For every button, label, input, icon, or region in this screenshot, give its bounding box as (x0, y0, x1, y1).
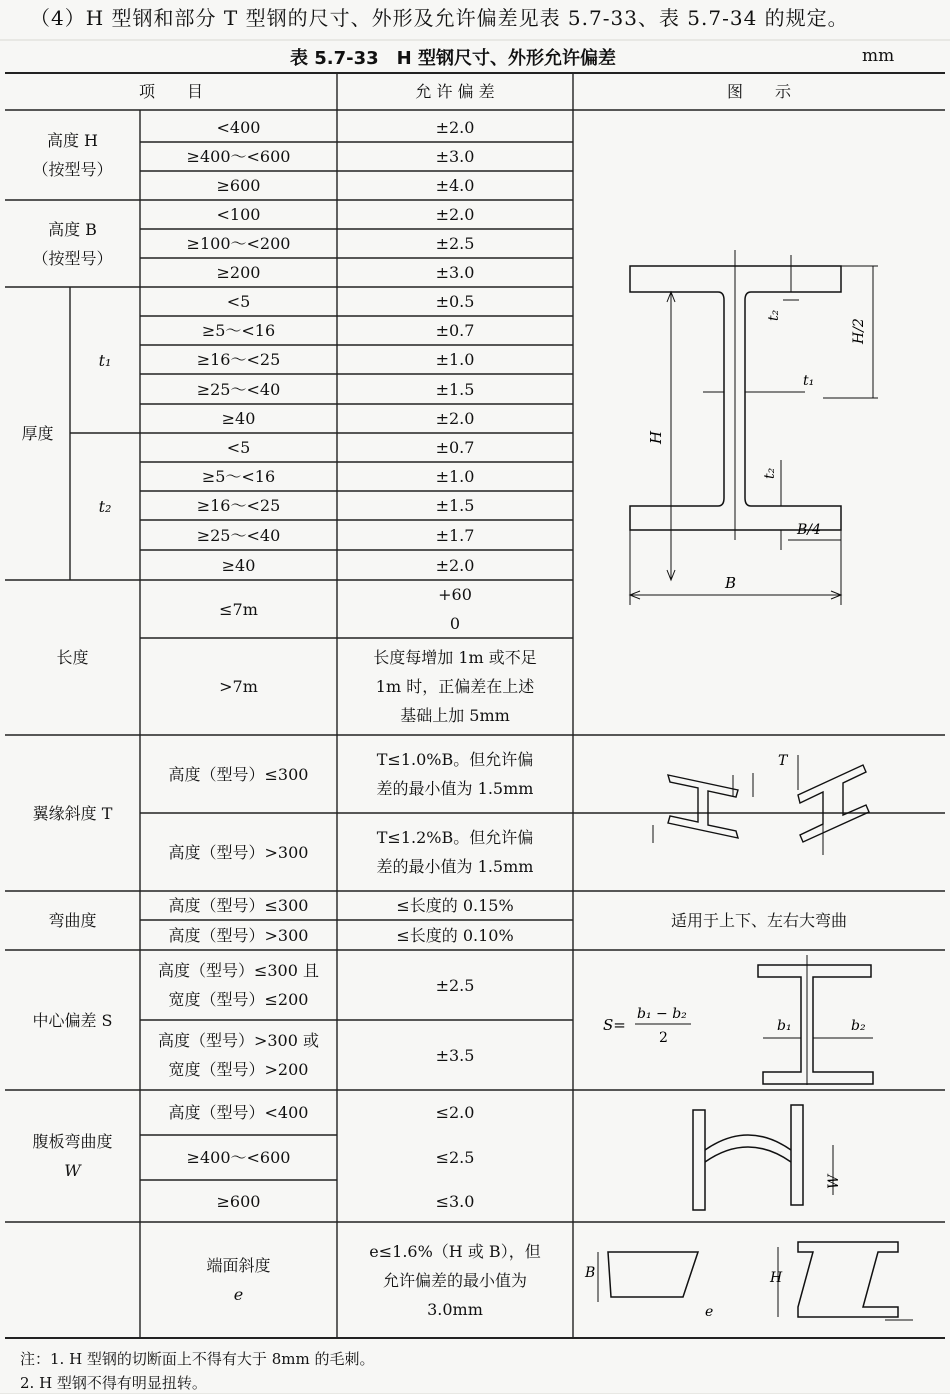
fig-h-end-label: H (770, 1270, 783, 1286)
note-1: 注：1. H 型钢的切断面上不得有大于 8mm 的毛刺。 (20, 1350, 375, 1368)
tol-line: e≤1.6%（H 或 B），但 (369, 1241, 541, 1261)
flange-slope-label: 翼缘斜度 T (32, 803, 113, 823)
table-row-range: ≥400～<600 (186, 1148, 291, 1167)
table-row-range: <5 (226, 438, 251, 457)
fig-b-end-label: B (585, 1265, 596, 1281)
bending-label: 弯曲度 (48, 911, 97, 930)
width-b-title: 高度 B (48, 219, 97, 239)
bending-range-1: 高度（型号）≤300 (168, 896, 309, 915)
table-row-range: ≥400～<600 (186, 147, 291, 166)
length-tol-minus: 0 (449, 614, 461, 633)
table-row-tol: ±1.5 (435, 496, 475, 515)
flange-slope-tol-2 (337, 813, 573, 891)
header-figure: 图 示 (726, 82, 791, 101)
height-h-title: 高度 H (46, 131, 99, 150)
table-row-range: ≥40 (221, 555, 256, 575)
thickness-label: 厚度 (21, 424, 54, 443)
center-offset-figure (573, 950, 945, 1090)
table-row-tol: ±1.0 (435, 350, 475, 369)
table-unit: mm (862, 46, 895, 66)
table-row-range: ≥5～<16 (201, 467, 276, 486)
tol-line: T≤1.0%B。但允许偏 (376, 750, 534, 769)
table-row-tol: ±2.0 (435, 409, 475, 428)
table-row-range: ≥600 (216, 1191, 261, 1211)
table-row-tol: ±0.5 (435, 292, 475, 311)
fig-t2b-label: t₂ (762, 467, 778, 479)
length-tol-plus: +60 (438, 585, 472, 604)
length-tol-line: 1m 时，正偏差在上述 (375, 677, 535, 696)
tol-line: 差的最小值为 1.5mm (376, 857, 534, 876)
width-b-label (5, 200, 140, 287)
range-line: 高度（型号）>300 或 (157, 1031, 320, 1050)
table-row-range: <5 (226, 292, 251, 311)
table-row-tol: ±3.0 (435, 263, 475, 282)
range-line: 宽度（型号）>200 (168, 1060, 309, 1079)
center-offset-tol-1: ±2.5 (435, 975, 475, 995)
web-bending-figure (573, 1090, 945, 1222)
table-row-tol: ≤2.5 (435, 1148, 475, 1167)
end-slope-title: 端面斜度 (206, 1256, 271, 1275)
length-tol-2 (337, 638, 573, 735)
flange-slope-range-2: 高度（型号）>300 (168, 842, 309, 862)
height-h-label (5, 110, 140, 200)
table-row-tol: ≤2.0 (435, 1103, 475, 1122)
table-row-range: <100 (216, 205, 261, 224)
table-row-range: <400 (216, 118, 261, 137)
table-row-range: ≥5～<16 (201, 321, 276, 340)
bending-tol-2: ≤长度的 0.10% (396, 925, 514, 945)
table-row-tol: ±0.7 (435, 438, 475, 457)
table-row-tol: ±0.7 (435, 321, 475, 340)
fig-b1-label: b₁ (777, 1018, 792, 1034)
fig-b-label: B (725, 574, 737, 592)
formula-s: S= (603, 1016, 626, 1034)
table-row-range: ≥16～<25 (196, 496, 281, 515)
end-slope-figure (573, 1222, 945, 1338)
header-item: 项 目 (138, 82, 203, 101)
table-caption: 表 5.7-33 H 型钢尺寸、外形允许偏差 (290, 48, 617, 69)
fig-h-label: H (647, 430, 665, 444)
tol-line: 3.0mm (427, 1299, 483, 1319)
table-row-range: ≥16～<25 (196, 350, 281, 369)
width-b-sub: （按型号） (32, 248, 113, 268)
web-bending-symbol: W (64, 1161, 81, 1180)
fig-t-label: T (778, 753, 788, 769)
flange-slope-range-1: 高度（型号）≤300 (168, 764, 309, 784)
fig-h-half-label: H/2 (851, 318, 867, 344)
fig-t1-label: t₁ (803, 373, 815, 389)
table-row-range: ≥25～<40 (196, 525, 281, 545)
table-row-tol: ±2.0 (435, 555, 475, 575)
formula-numerator: b₁ − b₂ (637, 1006, 687, 1022)
range-line: 高度（型号）≤300 且 (157, 961, 320, 980)
table-row-tol: ±4.0 (435, 176, 475, 195)
header-tolerance: 允 许 偏 差 (415, 82, 495, 101)
flange-slope-tol-1 (337, 735, 573, 813)
fig-w-label: W (826, 1174, 842, 1189)
fig-b-quarter-label: B/4 (797, 522, 821, 538)
note-2: 2. H 型钢不得有明显扭转。 (20, 1374, 207, 1392)
tol-line: 允许偏差的最小值为 (382, 1270, 527, 1290)
length-range-2: >7m (219, 677, 258, 696)
web-bending-label (5, 1090, 140, 1222)
bending-tol-1: ≤长度的 0.15% (396, 896, 514, 915)
height-h-sub: （按型号） (32, 160, 113, 179)
length-tol-line: 长度每增加 1m 或不足 (373, 648, 537, 667)
center-offset-range-1 (140, 950, 337, 1020)
table-row-range: ≥40 (221, 409, 256, 428)
table-row-tol: ±3.0 (435, 147, 475, 166)
table-row-tol: ±2.0 (435, 118, 475, 137)
table-row-range: ≥600 (216, 176, 261, 195)
table-row-range: ≥25～<40 (196, 379, 281, 399)
length-range-1: ≤7m (219, 599, 258, 619)
length-tol-1 (337, 580, 573, 638)
table-row-tol: ±1.5 (435, 379, 475, 399)
center-offset-range-2 (140, 1020, 337, 1090)
t2-label: t₂ (98, 497, 112, 516)
t1-label: t₁ (98, 350, 112, 370)
tol-line: 差的最小值为 1.5mm (376, 779, 534, 798)
h-section-figure (573, 110, 945, 735)
fig-e-label: e (705, 1304, 714, 1320)
formula-denominator: 2 (659, 1030, 668, 1046)
tol-line: T≤1.2%B。但允许偏 (376, 828, 534, 847)
center-offset-tol-2: ±3.5 (435, 1045, 475, 1065)
table-row-tol: ±2.5 (435, 234, 475, 253)
fig-t2-label: t₂ (766, 309, 782, 321)
table-row-range: 高度（型号）<400 (168, 1103, 309, 1122)
table-row-tol: ±2.0 (435, 205, 475, 224)
length-tol-line: 基础上加 5mm (400, 706, 510, 725)
web-bending-title: 腹板弯曲度 (32, 1132, 113, 1151)
range-line: 宽度（型号）≤200 (168, 990, 309, 1009)
table-row-tol: ±1.7 (435, 525, 475, 545)
end-slope-label (140, 1222, 337, 1338)
table-row-range: ≥100～<200 (186, 234, 291, 253)
fig-b2-label: b₂ (851, 1018, 866, 1034)
table-row-tol: ±1.0 (435, 467, 475, 486)
table-row-range: ≥200 (216, 263, 261, 282)
intro-text: （4）H 型钢和部分 T 型钢的尺寸、外形及允许偏差见表 5.7-33、表 5.7-34 的规定。 (30, 6, 849, 30)
center-offset-label: 中心偏差 S (32, 1010, 113, 1030)
table-row-tol: ≤3.0 (435, 1191, 475, 1211)
end-slope-tol (337, 1222, 573, 1338)
end-slope-symbol: e (233, 1285, 244, 1304)
length-label: 长度 (56, 648, 89, 667)
flange-slope-figure (573, 735, 945, 891)
bending-range-2: 高度（型号）>300 (168, 925, 309, 945)
bending-figure-text: 适用于上下、左右大弯曲 (670, 911, 847, 930)
